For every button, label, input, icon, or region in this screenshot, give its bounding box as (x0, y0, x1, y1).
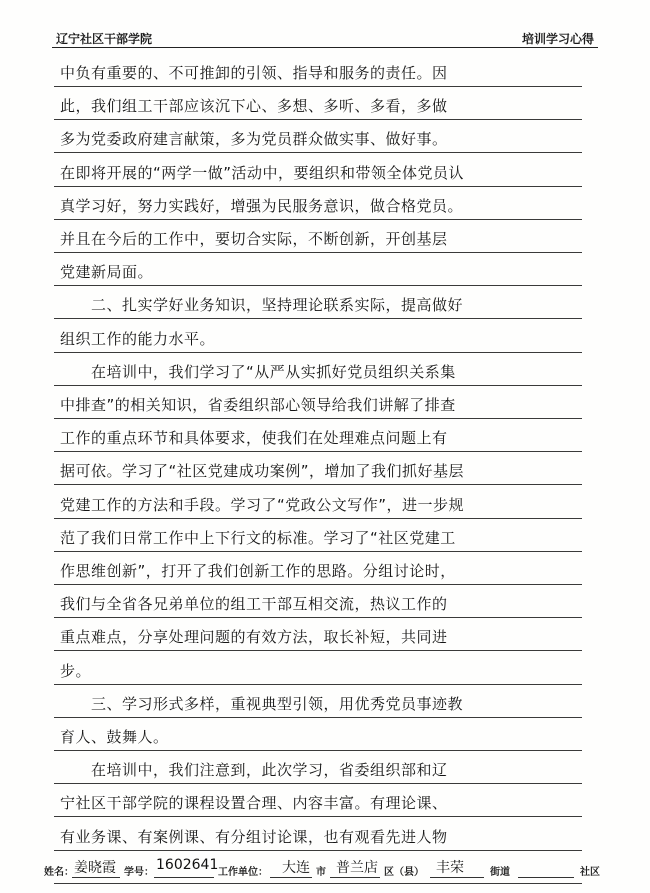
name-underline (72, 877, 120, 878)
grid-rule (54, 783, 582, 784)
grid-rule (54, 86, 582, 87)
grid-rule (54, 617, 582, 618)
grid-rule (54, 418, 582, 419)
text-line: 党建工作的方法和手段。学习了“党政公文写作”，进一步规 (60, 495, 465, 514)
community-suffix: 社区 (580, 867, 600, 878)
grid-rule (54, 451, 582, 452)
text-line: 中负有重要的、不可推卸的引领、指导和服务的责任。因 (60, 64, 448, 82)
grid-rule (54, 850, 582, 851)
text-line: 二、扎实学好业务知识，坚持理论联系实际，提高做好 (60, 296, 464, 315)
unit-label: 工作单位： (218, 867, 268, 878)
grid-rule (54, 717, 582, 718)
text-line: 育人、鼓舞人。 (60, 728, 169, 746)
street-suffix: 街道 (490, 867, 510, 878)
grid-rule (54, 750, 582, 751)
text-line: 我们与全省各兄弟单位的组工干部互相交流，热议工作的 (60, 595, 448, 614)
text-line: 党建新局面。 (60, 263, 154, 282)
city-underline (270, 877, 312, 878)
grid-rule (54, 684, 582, 685)
grid-rule (54, 252, 582, 253)
text-line: 在培训中，我们注意到，此次学习，省委组织部和辽 (60, 761, 448, 780)
header-doc-type: 培训学习心得 (521, 32, 594, 46)
text-line: 多为党委政府建言献策，多为党员群众做实事、做好事。 (60, 130, 448, 149)
city-suffix: 市 (316, 867, 326, 878)
grid-rule (54, 352, 582, 353)
text-line: 有业务课、有案例课、有分组讨论课，也有观看先进人物 (60, 827, 448, 846)
text-line: 重点难点，分享处理问题的有效方法，取长补短，共同进 (60, 628, 448, 647)
header-rule (52, 47, 598, 48)
grid-rule (54, 385, 582, 386)
district-suffix: 区（县） (384, 867, 424, 878)
street-underline (430, 877, 484, 878)
community-underline (518, 877, 574, 878)
grid-rule (54, 484, 582, 485)
text-line: 此，我们组工干部应该沉下心、多想、多听、多看，多做 (60, 97, 448, 116)
grid-rule (54, 816, 582, 817)
text-line: 据可依。学习了“社区党建成功案例”，增加了我们抓好基层 (60, 462, 465, 481)
district-underline (330, 877, 380, 878)
name-label: 姓名： (44, 867, 74, 878)
text-line: 范了我们日常工作中上下行文的标准。学习了“社区党建工 (60, 528, 456, 547)
text-line: 中排查”的相关知识，省委组织部心领导给我们讲解了排查 (60, 396, 456, 414)
text-line: 作思维创新”，打开了我们创新工作的思路。分组讨论时， (60, 562, 456, 580)
grid-rule (54, 119, 582, 120)
id-label: 学号： (124, 867, 154, 878)
id-underline (154, 877, 214, 878)
name-value: 姜晓霞 (74, 860, 116, 876)
grid-rule (54, 518, 582, 519)
text-line: 步。 (60, 661, 92, 680)
text-line: 三、学习形式多样，重视典型引领，用优秀党员事迹教 (60, 694, 464, 713)
city-value: 大连 (282, 860, 310, 876)
grid-rule (54, 650, 582, 651)
district-value: 普兰店 (336, 860, 378, 876)
grid-rule (54, 219, 582, 220)
grid-rule (54, 318, 582, 319)
grid-rule (54, 186, 582, 187)
text-line: 宁社区干部学院的课程设置合理、内容丰富。有理论课、 (60, 794, 448, 813)
page-header (56, 20, 594, 50)
text-line: 真学习好，努力实践好，增强为民服务意识，做合格党员。 (60, 196, 464, 215)
grid-rule (54, 152, 582, 153)
text-line: 在培训中，我们学习了“从严从实抓好党员组织关系集 (60, 362, 456, 381)
id-value: 1602641 (156, 857, 219, 873)
grid-rule (54, 285, 582, 286)
text-line: 组织工作的能力水平。 (60, 329, 216, 348)
page-footer (44, 857, 610, 887)
header-institution: 辽宁社区干部学院 (56, 32, 153, 46)
writing-grid (54, 56, 582, 854)
text-line: 工作的重点环节和具体要求，使我们在处理难点问题上有 (60, 429, 448, 448)
grid-rule (54, 551, 582, 552)
text-line: 并且在今后的工作中，要切合实际，不断创新，开创基层 (60, 230, 448, 248)
grid-rule (54, 584, 582, 585)
text-line: 在即将开展的“两学一做”活动中，要组织和带领全体党员认 (60, 163, 465, 182)
street-value: 丰荣 (436, 860, 464, 876)
